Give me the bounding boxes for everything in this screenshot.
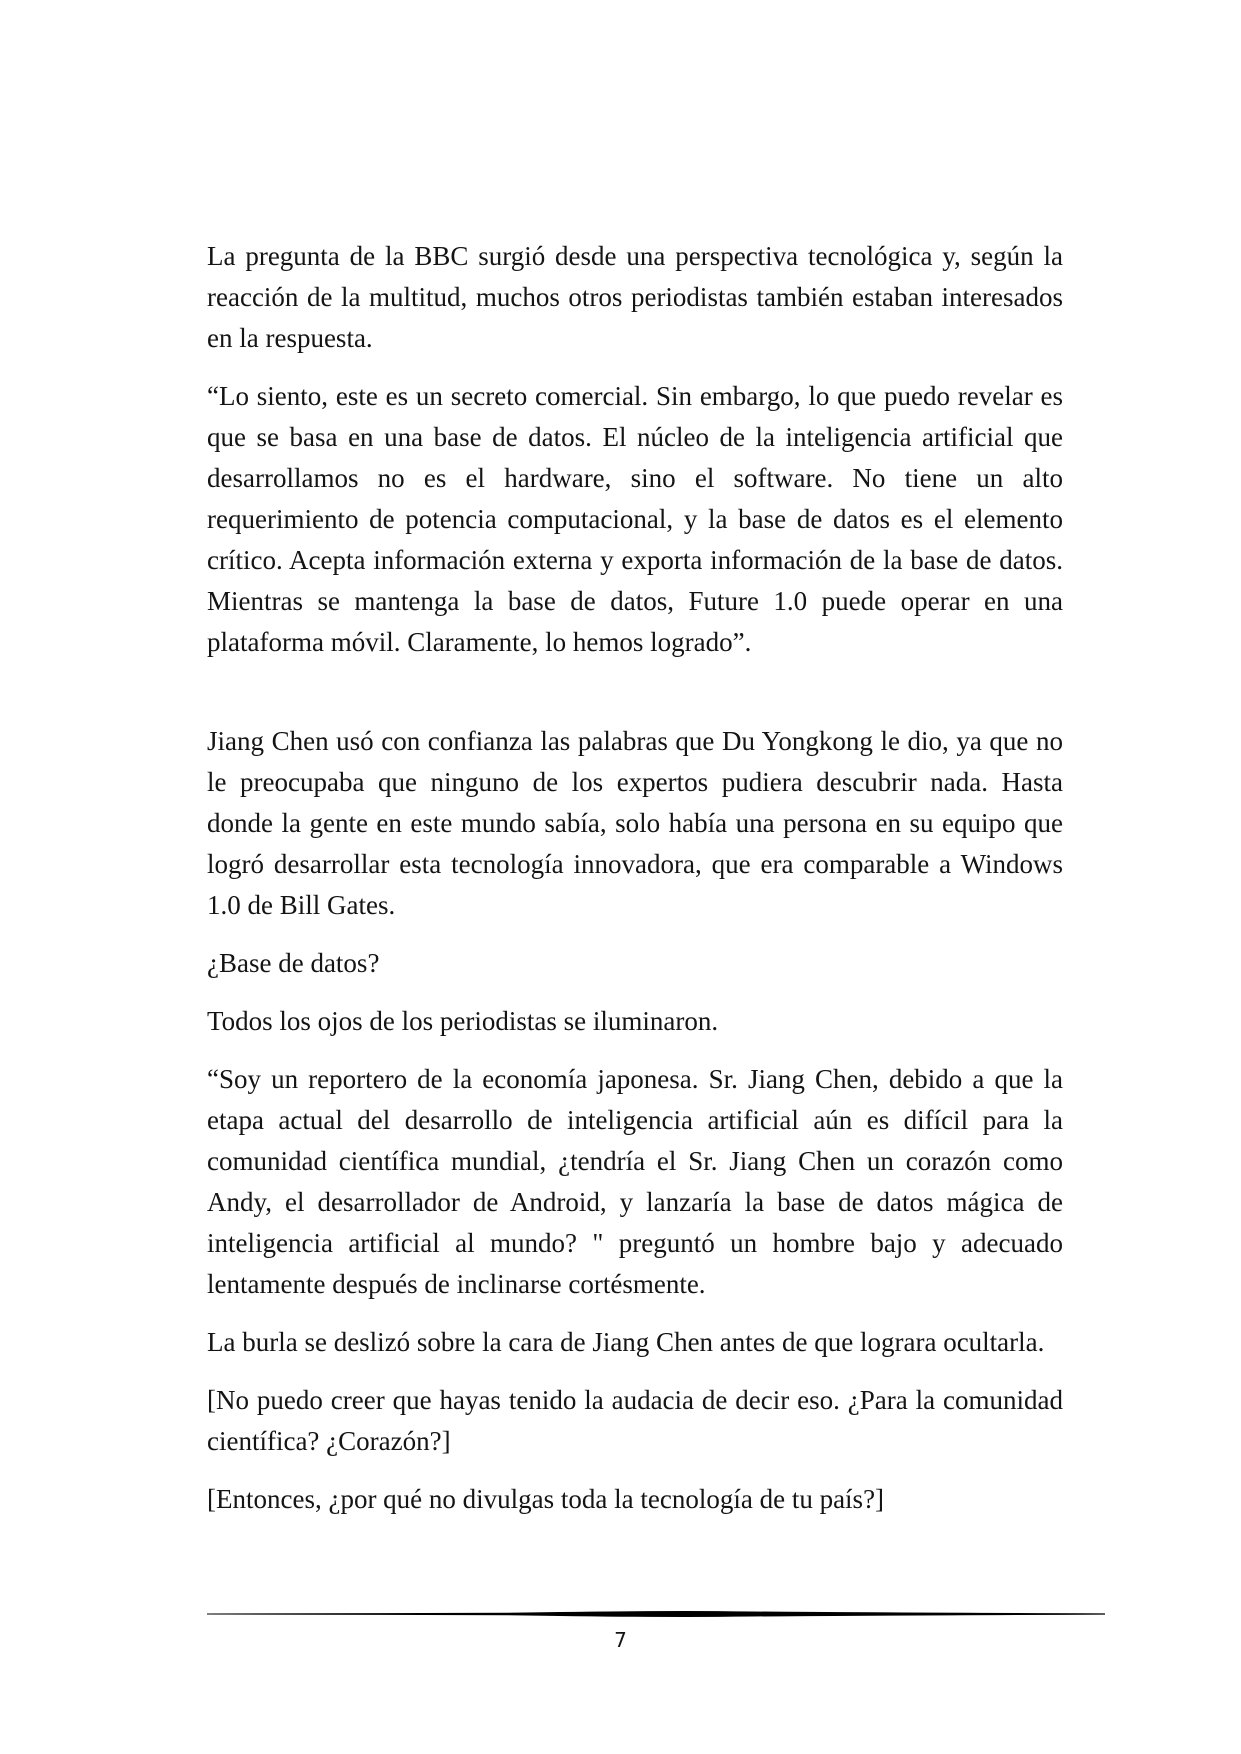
paragraph-7: La burla se deslizó sobre la cara de Jiang Chen antes de que lograra ocultarla. [207,1327,1045,1357]
paragraph-5: Todos los ojos de los periodistas se iluminaron. [207,1006,719,1036]
paragraph-2: “Lo siento, este es un secreto comercial. Sin embargo, lo que puedo revelar es que se basa en una base de datos. El núcleo de la inteligencia artificial que desarrollamos no es el hardware, sino el software. No tiene un alto requerimiento de potencia computacional, y la base de datos es el elemento crítico. Acepta información externa y exporta información de la base de datos. Mientras se mantenga la base de datos, Future 1.0 puede operar en una plataforma móvil. Claramente, lo hemos logrado”. [207,381,1063,657]
body-text [207,236,1063,1520]
paragraph-3: Jiang Chen usó con confianza las palabras que Du Yongkong le dio, ya que no le preocupaba que ninguno de los expertos pudiera descubrir nada. Hasta donde la gente en este mundo sabía, solo había una persona en su equipo que logró desarrollar esta tecnología innovadora, que era comparable a Windows 1.0 de Bill Gates. [207,726,1063,920]
paragraph-4: ¿Base de datos? [207,948,380,978]
footer-divider [207,1608,1105,1620]
paragraph-9: [Entonces, ¿por qué no divulgas toda la tecnología de tu país?] [207,1484,885,1514]
paragraph-6: “Soy un reportero de la economía japonesa. Sr. Jiang Chen, debido a que la etapa actual del desarrollo de inteligencia artificial aún es difícil para la comunidad científica mundial, ¿tendría el Sr. Jiang Chen un corazón como Andy, el desarrollador de Android, y lanzaría la base de datos mágica de inteligencia artificial al mundo? " preguntó un hombre bajo y adecuado lentamente después de inclinarse cortésmente. [207,1064,1063,1299]
paragraph-1: La pregunta de la BBC surgió desde una perspectiva tecnológica y, según la reacción de la multitud, muchos otros periodistas también estaban interesados en la respuesta. [207,241,1063,353]
page-number: 7 [614,1628,627,1652]
paragraph-8: [No puedo creer que hayas tenido la audacia de decir eso. ¿Para la comunidad científica? ¿Corazón?] [207,1385,1063,1456]
